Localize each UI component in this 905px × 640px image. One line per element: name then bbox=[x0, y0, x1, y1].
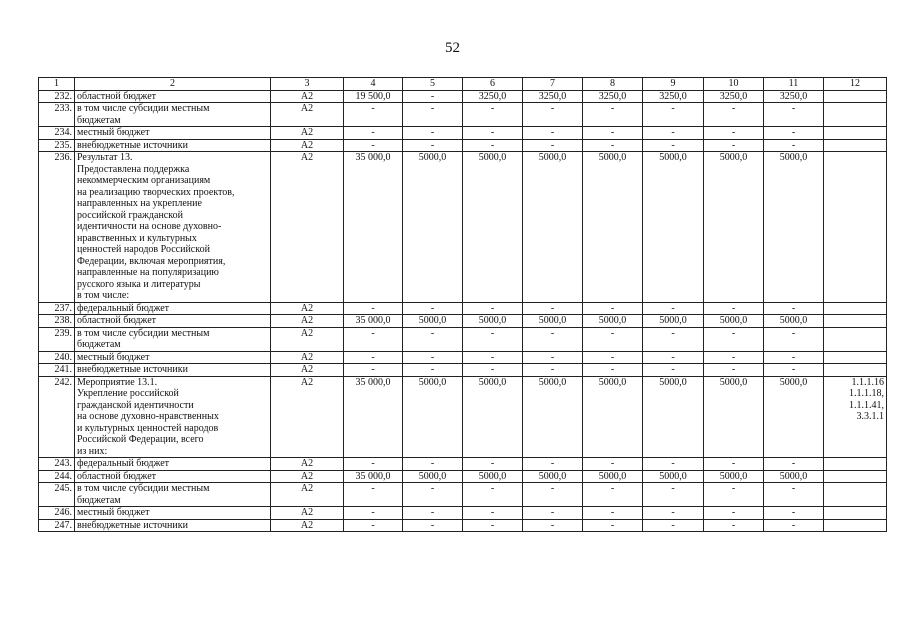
value-cell: 5000,0 bbox=[704, 152, 764, 303]
value-cell: - bbox=[764, 519, 824, 532]
value-cell: - bbox=[583, 139, 643, 152]
value-cell: 5000,0 bbox=[403, 315, 463, 328]
value-cell: - bbox=[523, 483, 583, 507]
table-row bbox=[39, 376, 887, 458]
page-number: 52 bbox=[445, 40, 460, 56]
row-number-cell: 247. bbox=[39, 519, 75, 532]
value-cell: - bbox=[523, 302, 583, 315]
table-row bbox=[39, 127, 887, 140]
value-cell: 5000,0 bbox=[403, 470, 463, 483]
value-cell: - bbox=[523, 139, 583, 152]
value-cell: - bbox=[704, 351, 764, 364]
row-name-cell: внебюджетные источники bbox=[75, 364, 271, 377]
column-header: 2 bbox=[75, 78, 271, 91]
value-cell: 5000,0 bbox=[583, 152, 643, 303]
value-cell: - bbox=[403, 519, 463, 532]
value-cell: - bbox=[583, 458, 643, 471]
value-cell: - bbox=[764, 302, 824, 315]
row-name-cell: внебюджетные источники bbox=[75, 519, 271, 532]
value-cell: - bbox=[403, 483, 463, 507]
value-cell: - bbox=[583, 519, 643, 532]
value-cell: - bbox=[764, 139, 824, 152]
value-cell: - bbox=[344, 327, 403, 351]
value-cell: - bbox=[344, 127, 403, 140]
row-name-cell: областной бюджет bbox=[75, 470, 271, 483]
code-cell: А2 bbox=[271, 327, 344, 351]
value-cell: - bbox=[344, 507, 403, 520]
value-cell: - bbox=[403, 127, 463, 140]
value-cell: - bbox=[764, 364, 824, 377]
note-cell bbox=[824, 103, 887, 127]
value-cell: - bbox=[403, 351, 463, 364]
value-cell: - bbox=[403, 302, 463, 315]
row-number-cell: 241. bbox=[39, 364, 75, 377]
value-cell: 5000,0 bbox=[764, 470, 824, 483]
value-cell: - bbox=[643, 483, 704, 507]
note-cell bbox=[824, 127, 887, 140]
value-cell: 35 000,0 bbox=[344, 470, 403, 483]
column-header: 1 bbox=[39, 78, 75, 91]
value-cell: 5000,0 bbox=[403, 376, 463, 458]
value-cell: - bbox=[403, 458, 463, 471]
value-cell: - bbox=[403, 327, 463, 351]
note-cell bbox=[824, 483, 887, 507]
column-header: 5 bbox=[403, 78, 463, 91]
row-name-cell: областной бюджет bbox=[75, 315, 271, 328]
value-cell: - bbox=[704, 127, 764, 140]
value-cell: - bbox=[704, 507, 764, 520]
value-cell: 5000,0 bbox=[643, 376, 704, 458]
value-cell: - bbox=[344, 483, 403, 507]
table-body bbox=[39, 90, 887, 532]
value-cell: - bbox=[764, 351, 824, 364]
table-row bbox=[39, 103, 887, 127]
note-cell bbox=[824, 152, 887, 303]
row-number-cell: 236. bbox=[39, 152, 75, 303]
value-cell: 35 000,0 bbox=[344, 376, 403, 458]
value-cell: - bbox=[704, 139, 764, 152]
row-number-cell: 242. bbox=[39, 376, 75, 458]
value-cell: - bbox=[764, 483, 824, 507]
value-cell: - bbox=[403, 364, 463, 377]
note-cell bbox=[824, 351, 887, 364]
column-header: 8 bbox=[583, 78, 643, 91]
table-row bbox=[39, 351, 887, 364]
row-number-cell: 235. bbox=[39, 139, 75, 152]
value-cell: - bbox=[643, 302, 704, 315]
column-header: 4 bbox=[344, 78, 403, 91]
code-cell: А2 bbox=[271, 315, 344, 328]
value-cell: - bbox=[344, 302, 403, 315]
column-header: 9 bbox=[643, 78, 704, 91]
column-header: 6 bbox=[463, 78, 523, 91]
value-cell: - bbox=[643, 364, 704, 377]
value-cell: - bbox=[704, 327, 764, 351]
row-number-cell: 239. bbox=[39, 327, 75, 351]
value-cell: - bbox=[523, 507, 583, 520]
value-cell: 3250,0 bbox=[704, 90, 764, 103]
value-cell: 5000,0 bbox=[643, 315, 704, 328]
note-cell bbox=[824, 302, 887, 315]
note-cell bbox=[824, 327, 887, 351]
table-row bbox=[39, 364, 887, 377]
value-cell: - bbox=[583, 364, 643, 377]
value-cell: - bbox=[643, 327, 704, 351]
value-cell: 3250,0 bbox=[643, 90, 704, 103]
value-cell: - bbox=[463, 507, 523, 520]
code-cell: А2 bbox=[271, 103, 344, 127]
code-cell: А2 bbox=[271, 139, 344, 152]
table-row bbox=[39, 458, 887, 471]
note-cell bbox=[824, 507, 887, 520]
value-cell: - bbox=[704, 364, 764, 377]
row-number-cell: 238. bbox=[39, 315, 75, 328]
value-cell: 5000,0 bbox=[463, 470, 523, 483]
note-cell: 1.1.1.16 1.1.1.18, 1.1.1.41, 3.3.1.1 bbox=[824, 376, 887, 458]
value-cell: - bbox=[403, 507, 463, 520]
value-cell: - bbox=[344, 103, 403, 127]
value-cell: 5000,0 bbox=[643, 152, 704, 303]
value-cell: - bbox=[403, 90, 463, 103]
row-name-cell: федеральный бюджет bbox=[75, 458, 271, 471]
value-cell: - bbox=[643, 127, 704, 140]
value-cell: 5000,0 bbox=[523, 152, 583, 303]
value-cell: - bbox=[643, 458, 704, 471]
value-cell: 35 000,0 bbox=[344, 152, 403, 303]
value-cell: 5000,0 bbox=[583, 376, 643, 458]
value-cell: - bbox=[643, 139, 704, 152]
value-cell: - bbox=[344, 364, 403, 377]
value-cell: 5000,0 bbox=[583, 470, 643, 483]
code-cell: А2 bbox=[271, 302, 344, 315]
value-cell: 5000,0 bbox=[704, 376, 764, 458]
value-cell: 5000,0 bbox=[764, 152, 824, 303]
row-number-cell: 237. bbox=[39, 302, 75, 315]
value-cell: 3250,0 bbox=[463, 90, 523, 103]
column-header: 7 bbox=[523, 78, 583, 91]
value-cell: - bbox=[403, 139, 463, 152]
value-cell: 5000,0 bbox=[523, 376, 583, 458]
code-cell: А2 bbox=[271, 152, 344, 303]
table-row bbox=[39, 152, 887, 303]
value-cell: - bbox=[344, 139, 403, 152]
code-cell: А2 bbox=[271, 376, 344, 458]
code-cell: А2 bbox=[271, 507, 344, 520]
value-cell: - bbox=[344, 351, 403, 364]
table-row bbox=[39, 90, 887, 103]
table-row bbox=[39, 470, 887, 483]
value-cell: 5000,0 bbox=[463, 376, 523, 458]
value-cell: 35 000,0 bbox=[344, 315, 403, 328]
value-cell: - bbox=[643, 519, 704, 532]
value-cell: 5000,0 bbox=[463, 152, 523, 303]
row-number-cell: 240. bbox=[39, 351, 75, 364]
row-number-cell: 243. bbox=[39, 458, 75, 471]
row-name-cell: в том числе субсидии местным бюджетам bbox=[75, 103, 271, 127]
value-cell: 5000,0 bbox=[643, 470, 704, 483]
value-cell: - bbox=[463, 351, 523, 364]
value-cell: - bbox=[523, 103, 583, 127]
value-cell: - bbox=[764, 127, 824, 140]
note-cell bbox=[824, 519, 887, 532]
value-cell: - bbox=[463, 302, 523, 315]
value-cell: - bbox=[764, 327, 824, 351]
value-cell: 3250,0 bbox=[523, 90, 583, 103]
column-header: 3 bbox=[271, 78, 344, 91]
table-row bbox=[39, 327, 887, 351]
table-row bbox=[39, 483, 887, 507]
value-cell: 19 500,0 bbox=[344, 90, 403, 103]
value-cell: - bbox=[583, 483, 643, 507]
value-cell: - bbox=[764, 103, 824, 127]
row-name-cell: областной бюджет bbox=[75, 90, 271, 103]
column-header: 12 bbox=[824, 78, 887, 91]
row-number-cell: 233. bbox=[39, 103, 75, 127]
value-cell: 3250,0 bbox=[764, 90, 824, 103]
value-cell: - bbox=[583, 127, 643, 140]
value-cell: - bbox=[463, 458, 523, 471]
value-cell: - bbox=[643, 351, 704, 364]
note-cell bbox=[824, 315, 887, 328]
row-name-cell: местный бюджет bbox=[75, 127, 271, 140]
row-name-cell: в том числе субсидии местным бюджетам bbox=[75, 327, 271, 351]
value-cell: - bbox=[403, 103, 463, 127]
row-name-cell: в том числе субсидии местным бюджетам bbox=[75, 483, 271, 507]
value-cell: 3250,0 bbox=[583, 90, 643, 103]
table-row bbox=[39, 139, 887, 152]
value-cell: - bbox=[583, 302, 643, 315]
code-cell: А2 bbox=[271, 458, 344, 471]
value-cell: - bbox=[463, 519, 523, 532]
value-cell: - bbox=[463, 127, 523, 140]
code-cell: А2 bbox=[271, 483, 344, 507]
value-cell: - bbox=[523, 351, 583, 364]
code-cell: А2 bbox=[271, 127, 344, 140]
table-row bbox=[39, 302, 887, 315]
value-cell: - bbox=[523, 127, 583, 140]
value-cell: 5000,0 bbox=[764, 376, 824, 458]
note-cell bbox=[824, 458, 887, 471]
value-cell: 5000,0 bbox=[523, 470, 583, 483]
row-name-cell: внебюджетные источники bbox=[75, 139, 271, 152]
value-cell: - bbox=[704, 483, 764, 507]
table-row bbox=[39, 519, 887, 532]
row-name-cell: Мероприятие 13.1. Укрепление российской гражданской идентичности на основе духовно-нравственных и культурных ценностей народов Российской Федерации, всего из них: bbox=[75, 376, 271, 458]
note-cell bbox=[824, 470, 887, 483]
value-cell: - bbox=[523, 458, 583, 471]
row-name-cell: местный бюджет bbox=[75, 507, 271, 520]
value-cell: - bbox=[523, 364, 583, 377]
value-cell: - bbox=[583, 103, 643, 127]
column-header: 11 bbox=[764, 78, 824, 91]
value-cell: - bbox=[704, 103, 764, 127]
value-cell: 5000,0 bbox=[704, 470, 764, 483]
value-cell: - bbox=[764, 458, 824, 471]
value-cell: - bbox=[463, 139, 523, 152]
value-cell: - bbox=[583, 327, 643, 351]
value-cell: - bbox=[344, 458, 403, 471]
value-cell: 5000,0 bbox=[463, 315, 523, 328]
table-row bbox=[39, 507, 887, 520]
table-row bbox=[39, 315, 887, 328]
row-number-cell: 246. bbox=[39, 507, 75, 520]
value-cell: - bbox=[704, 458, 764, 471]
table-header-row bbox=[39, 78, 887, 91]
value-cell: 5000,0 bbox=[583, 315, 643, 328]
value-cell: 5000,0 bbox=[523, 315, 583, 328]
value-cell: - bbox=[463, 364, 523, 377]
value-cell: 5000,0 bbox=[704, 315, 764, 328]
row-number-cell: 245. bbox=[39, 483, 75, 507]
code-cell: А2 bbox=[271, 351, 344, 364]
row-number-cell: 244. bbox=[39, 470, 75, 483]
value-cell: - bbox=[583, 351, 643, 364]
value-cell: - bbox=[523, 327, 583, 351]
note-cell bbox=[824, 364, 887, 377]
note-cell bbox=[824, 90, 887, 103]
row-name-cell: федеральный бюджет bbox=[75, 302, 271, 315]
value-cell: - bbox=[463, 327, 523, 351]
value-cell: - bbox=[704, 302, 764, 315]
code-cell: А2 bbox=[271, 519, 344, 532]
value-cell: - bbox=[583, 507, 643, 520]
code-cell: А2 bbox=[271, 90, 344, 103]
code-cell: А2 bbox=[271, 470, 344, 483]
row-number-cell: 234. bbox=[39, 127, 75, 140]
value-cell: - bbox=[643, 507, 704, 520]
note-cell bbox=[824, 139, 887, 152]
value-cell: - bbox=[463, 103, 523, 127]
code-cell: А2 bbox=[271, 364, 344, 377]
value-cell: 5000,0 bbox=[403, 152, 463, 303]
value-cell: - bbox=[344, 519, 403, 532]
value-cell: - bbox=[643, 103, 704, 127]
row-name-cell: Результат 13. Предоставлена поддержка некоммерческим организациям на реализацию творческих проектов, направленных на укрепление российской гражданской идентичности на основе духовно- нравственных и культурных ценностей народов Российской Федерации, включая мероприятия, направленные на популяризацию русского языка и литературы в том числе: bbox=[75, 152, 271, 303]
budget-table bbox=[38, 77, 887, 532]
row-name-cell: местный бюджет bbox=[75, 351, 271, 364]
column-header: 10 bbox=[704, 78, 764, 91]
value-cell: 5000,0 bbox=[764, 315, 824, 328]
row-number-cell: 232. bbox=[39, 90, 75, 103]
value-cell: - bbox=[463, 483, 523, 507]
value-cell: - bbox=[764, 507, 824, 520]
value-cell: - bbox=[704, 519, 764, 532]
value-cell: - bbox=[523, 519, 583, 532]
